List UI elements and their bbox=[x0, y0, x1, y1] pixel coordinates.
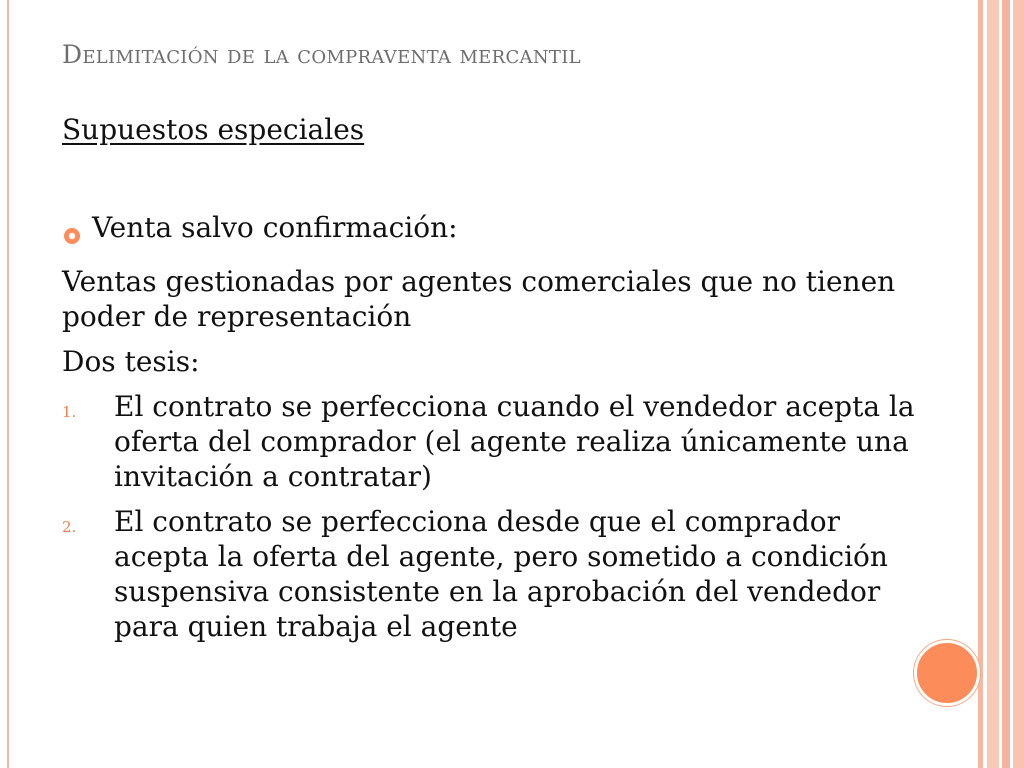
left-border-decoration bbox=[0, 0, 9, 768]
right-stripe-decoration bbox=[987, 0, 999, 768]
slide-title: Delimitación de la compraventa mercantil bbox=[62, 40, 581, 69]
paragraph-two-theses: Dos tesis: bbox=[62, 345, 200, 378]
right-stripe-decoration bbox=[1002, 0, 1010, 768]
bullet-text: Venta salvo confirmación: bbox=[92, 211, 458, 244]
numbered-item-1 bbox=[62, 389, 942, 494]
circle-bullet-icon bbox=[62, 219, 82, 254]
slide-content bbox=[62, 112, 942, 654]
bullet-item bbox=[62, 210, 942, 254]
paragraph-agents: Ventas gestionadas por agentes comerciales que no tienen poder de representación bbox=[62, 265, 896, 333]
numbered-marker: 2. bbox=[62, 518, 77, 536]
spacer bbox=[62, 147, 942, 210]
numbered-text: El contrato se perfecciona cuando el vendedor acepta la oferta del comprador (el agente realiza únicamente una invitación a contratar) bbox=[114, 390, 915, 493]
right-stripe-decoration bbox=[1013, 0, 1024, 768]
section-subtitle: Supuestos especiales bbox=[62, 113, 365, 146]
numbered-marker: 1. bbox=[62, 403, 77, 421]
numbered-item-2 bbox=[62, 504, 942, 644]
numbered-text: El contrato se perfecciona desde que el comprador acepta la oferta del agente, pero sometido a condición suspensiva consistente en la aprobación del vendedor para quien trabaja el agente bbox=[114, 505, 888, 643]
